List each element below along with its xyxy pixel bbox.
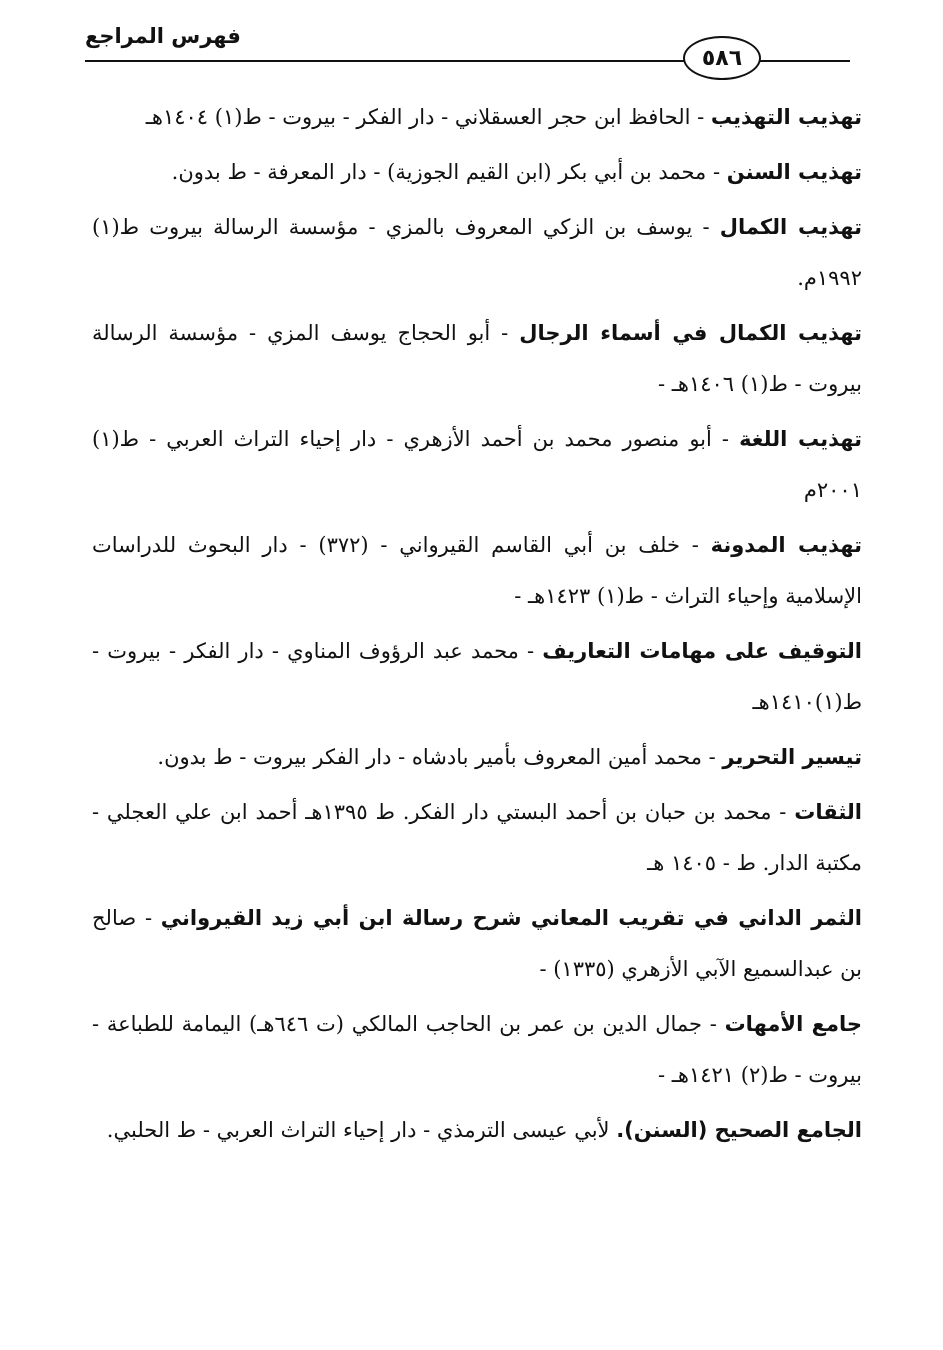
page-number: ٥٨٦ <box>683 36 761 80</box>
reference-details: - يوسف بن الزكي المعروف بالمزي - مؤسسة الرسالة بيروت ط(١) ١٩٩٢م. <box>92 215 862 290</box>
reference-entry <box>92 732 862 783</box>
reference-entry <box>92 626 862 728</box>
reference-title: الثمر الداني في تقريب المعاني شرح رسالة ابن أبي زيد القيرواني <box>160 906 862 930</box>
reference-details: - أبو الحجاج يوسف المزي - مؤسسة الرسالة بيروت - ط(١) ١٤٠٦هـ - <box>92 321 862 396</box>
reference-title: الثقات <box>794 800 862 824</box>
reference-details: - خلف بن أبي القاسم القيرواني - (٣٧٢) - دار البحوث للدراسات الإسلامية وإحياء التراث - ط(١) ١٤٢٣هـ - <box>92 533 862 608</box>
reference-title: تهذيب التهذيب <box>710 105 862 129</box>
page-header <box>85 20 850 70</box>
reference-details: - محمد عبد الرؤوف المناوي - دار الفكر - بيروت - ط(١)١٤١٠هـ <box>92 639 862 714</box>
reference-title: تهذيب السنن <box>726 160 862 184</box>
reference-title: جامع الأمهات <box>724 1012 863 1036</box>
reference-details: - صالح بن عبدالسميع الآبي الأزهري (١٣٣٥) - <box>92 906 862 981</box>
reference-entry <box>92 414 862 516</box>
reference-title: تيسير التحرير <box>722 745 862 769</box>
reference-details: لأبي عيسى الترمذي - دار إحياء التراث العربي - ط الحلبي. <box>106 1118 617 1142</box>
reference-entry <box>92 92 862 143</box>
reference-title: تهذيب الكمال <box>719 215 862 239</box>
reference-entry <box>92 1105 862 1156</box>
reference-title: الجامع الصحيح (السنن). <box>616 1118 862 1142</box>
reference-title: التوقيف على مهامات التعاريف <box>542 639 862 663</box>
reference-title: تهذيب المدونة <box>710 533 862 557</box>
reference-entry <box>92 308 862 410</box>
reference-entry <box>92 202 862 304</box>
reference-details: - جمال الدين بن عمر بن الحاجب المالكي (ت ٦٤٦هـ) اليمامة للطباعة - بيروت - ط(٢) ١٤٢١هـ - <box>92 1012 862 1087</box>
reference-title: تهذيب اللغة <box>739 427 862 451</box>
reference-entry <box>92 999 862 1101</box>
references-list <box>92 92 862 1160</box>
reference-details: - محمد أمين المعروف بأمير بادشاه - دار الفكر بيروت - ط بدون. <box>157 745 723 769</box>
reference-details: - محمد بن أبي بكر (ابن القيم الجوزية) - دار المعرفة - ط بدون. <box>171 160 727 184</box>
reference-entry <box>92 520 862 622</box>
running-head-title: فهرس المراجع <box>85 24 241 48</box>
reference-details: - الحافظ ابن حجر العسقلاني - دار الفكر - بيروت - ط(١) ١٤٠٤هـ <box>145 105 711 129</box>
reference-details: - محمد بن حبان بن أحمد البستي دار الفكر. ط ١٣٩٥هـ أحمد ابن علي العجلي - مكتبة الدار. ط - ١٤٠٥ هـ <box>92 800 862 875</box>
reference-title: تهذيب الكمال في أسماء الرجال <box>519 321 862 345</box>
reference-entry <box>92 787 862 889</box>
reference-details: - أبو منصور محمد بن أحمد الأزهري - دار إحياء التراث العربي - ط(١) ٢٠٠١م <box>92 427 862 502</box>
reference-entry <box>92 893 862 995</box>
reference-entry <box>92 147 862 198</box>
